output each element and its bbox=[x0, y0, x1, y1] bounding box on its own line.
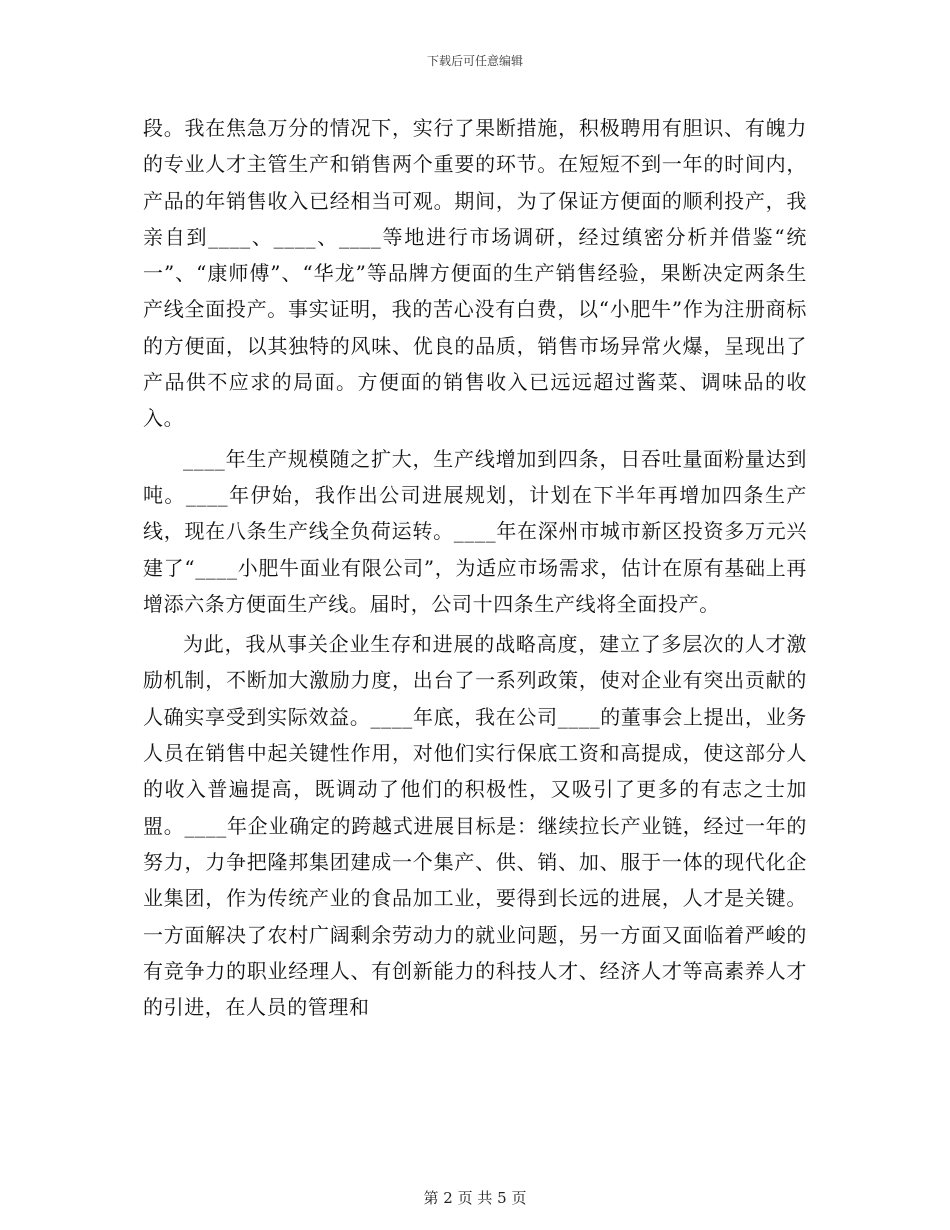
page-header: 下载后可任意编辑 bbox=[426, 54, 523, 68]
paragraph-1: 段。我在焦急万分的情况下，实行了果断措施，积极聘用有胆识、有魄力的专业人才主管生产和销售两个重要的环节。在短短不到一年的时间内，产品的年销售收入已经相当可观。期间，为了保证方便面的顺利投产，我亲自到____、____、____等地进行市场调研，经过缜密分析并借鉴“统一”、“康师傅”、“华龙”等品牌方便面的生产销售经验，果断决定两条生产线全面投产。事实证明，我的苦心没有白费，以“小肥牛”作为注册商标的方便面，以其独特的风味、优良的品质，销售市场异常火爆，呈现出了产品供不应求的局面。方便面的销售收入已远远超过酱菜、调味品的收入。 bbox=[143, 116, 807, 431]
paragraph-3: 为此，我从事关企业生存和进展的战略高度，建立了多层次的人才激励机制，不断加大激励力度，出台了一系列政策，使对企业有突出贡献的人确实享受到实际效益。____年底，我在公司____的董事会上提出，业务人员在销售中起关键性作用，对他们实行保底工资和高提成，使这部分人的收入普遍提高，既调动了他们的积极性，又吸引了更多的有志之士加盟。____年企业确定的跨越式进展目标是：继续拉长产业链，经过一年的努力，力争把隆邦集团建成一个集产、供、销、加、服于一体的现代化企业集团，作为传统产业的食品加工业，要得到长远的进展，人才是关键。一方面解决了农村广阔剩余劳动力的就业问题，另一方面又面临着严峻的有竞争力的职业经理人、有创新能力的科技人才、经济人才等高素养人才的引进，在人员的管理和 bbox=[143, 632, 807, 1020]
page-number-footer: 第 2 页 共 5 页 bbox=[423, 1189, 527, 1207]
paragraph-2: ____年生产规模随之扩大，生产线增加到四条，日吞吐量面粉量达到吨。____年伊始，我作出公司进展规划，计划在下半年再增加四条生产线，现在八条生产线全负荷运转。____年在深州市城市新区投资多万元兴建了“____小肥牛面业有限公司”，为适应市场需求，估计在原有基础上再增添六条方便面生产线。届时，公司十四条生产线将全面投产。 bbox=[143, 446, 807, 616]
document-body bbox=[143, 110, 807, 1025]
